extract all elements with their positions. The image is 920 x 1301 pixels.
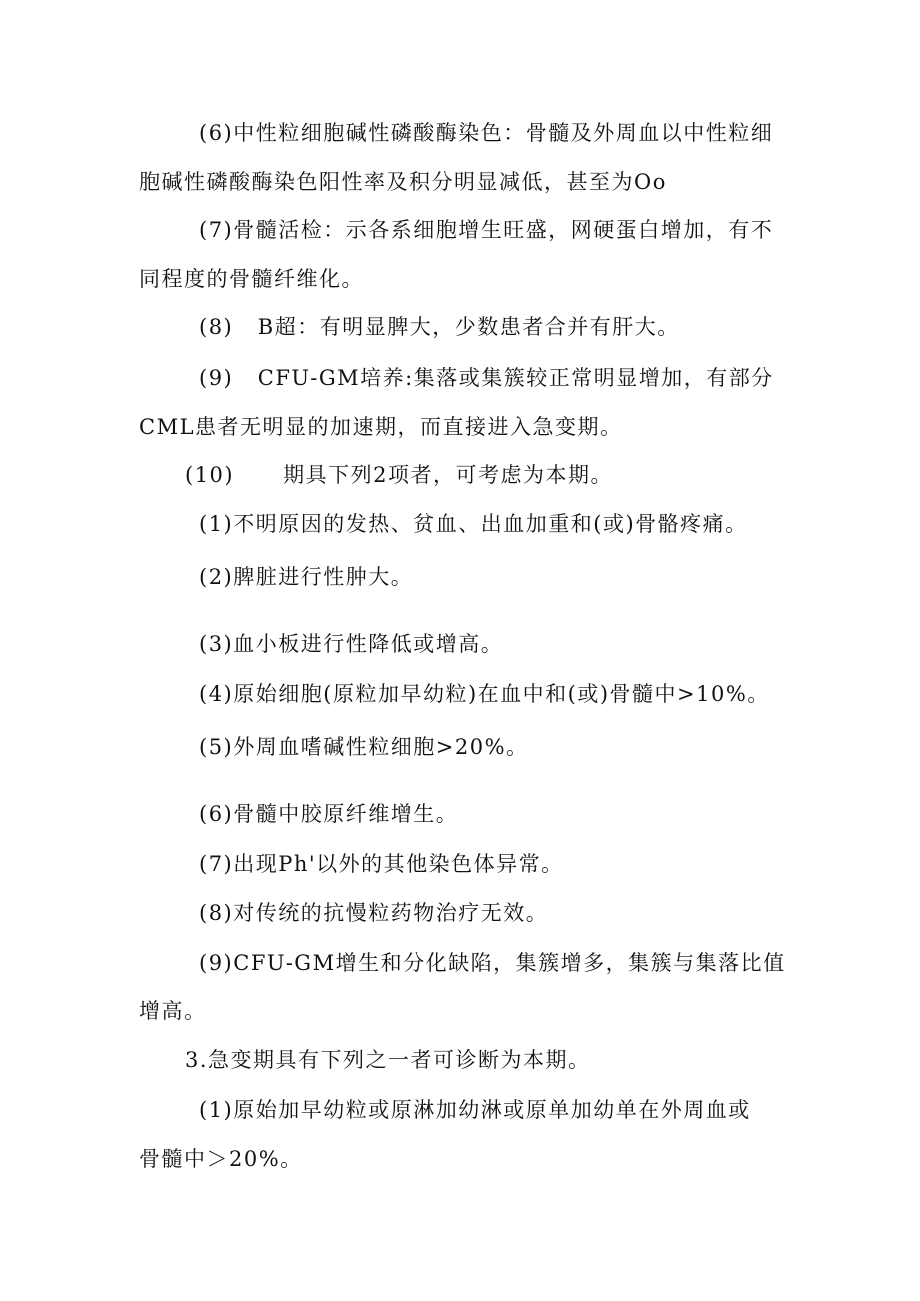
text-line-15: (7)出现Ph'以外的其他染色体异常。 bbox=[199, 852, 564, 876]
text-line-12: (4)原始细胞(原粒加早幼粒)在血中和(或)骨髓中>10%。 bbox=[199, 682, 770, 706]
text-line-6: (9) CFU-GM培养:集落或集簇较正常明显增加，有部分 bbox=[199, 366, 774, 390]
text-line-19: 3.急变期具有下列之一者可诊断为本期。 bbox=[185, 1048, 591, 1072]
text-line-5: (8) B超：有明显脾大，少数患者合并有肝大。 bbox=[199, 315, 680, 339]
text-line-20: (1)原始加早幼粒或原淋加幼淋或原单加幼单在外周血或 bbox=[199, 1098, 751, 1122]
text-line-11: (3)血小板进行性降低或增高。 bbox=[199, 632, 504, 656]
text-line-2: 胞碱性磷酸酶染色阳性率及积分明显减低，甚至为Oo bbox=[139, 170, 667, 194]
text-line-14: (6)骨髓中胶原纤维增生。 bbox=[199, 802, 459, 826]
text-line-10: (2)脾脏进行性肿大。 bbox=[199, 565, 414, 589]
text-line-21: 骨髓中＞20%。 bbox=[139, 1147, 303, 1171]
text-line-16: (8)对传统的抗慢粒药物治疗无效。 bbox=[199, 901, 549, 925]
text-line-3: (7)骨髓活检：示各系细胞增生旺盛，网硬蛋白增加，有不 bbox=[199, 218, 774, 242]
text-line-4: 同程度的骨髓纤维化。 bbox=[139, 267, 364, 291]
text-line-18: 增高。 bbox=[139, 999, 207, 1023]
text-line-17: (9)CFU-GM增生和分化缺陷，集簇增多，集簇与集落比值 bbox=[199, 951, 786, 975]
text-line-8: (10) 期具下列2项者，可考虑为本期。 bbox=[185, 463, 614, 487]
text-line-1: (6)中性粒细胞碱性磷酸酶染色：骨髓及外周血以中性粒细 bbox=[199, 121, 774, 145]
text-line-9: (1)不明原因的发热、贫血、出血加重和(或)骨骼疼痛。 bbox=[199, 512, 748, 536]
text-line-13: (5)外周血嗜碱性粒细胞>20%。 bbox=[199, 735, 529, 759]
text-line-7: CML患者无明显的加速期，而直接进入急变期。 bbox=[139, 415, 623, 439]
